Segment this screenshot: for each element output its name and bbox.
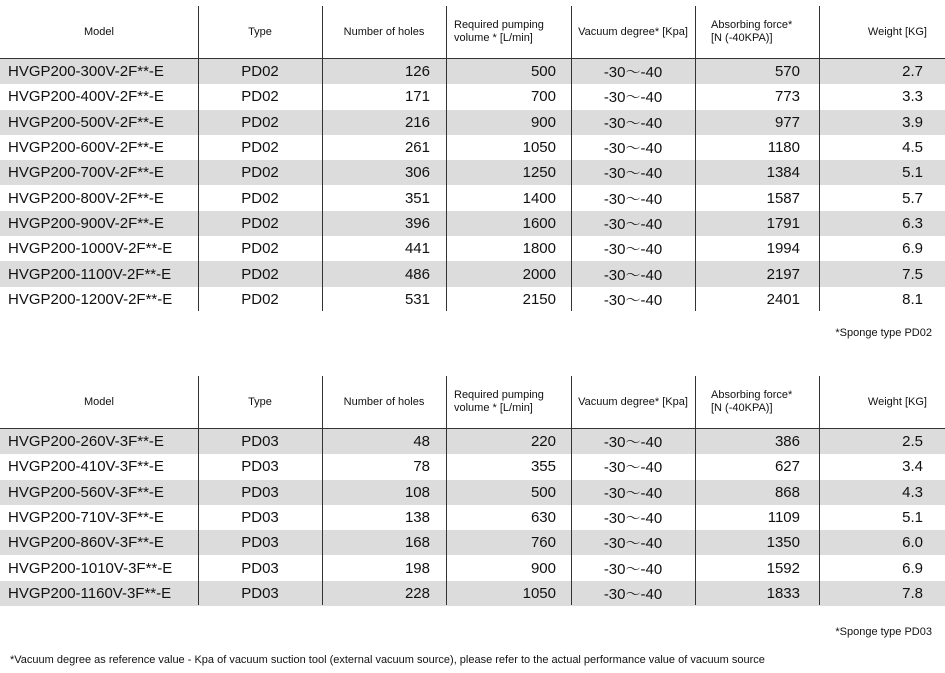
table-row xyxy=(0,135,945,160)
cell-type: PD02 xyxy=(241,88,279,106)
header-force-line2: [N (-40KPA)] xyxy=(711,402,773,414)
cell-type: PD03 xyxy=(241,509,279,527)
table-body xyxy=(0,429,945,606)
cell-holes: 198 xyxy=(404,559,430,577)
cell-pumping: 900 xyxy=(530,113,556,131)
header-pumping-line1: Required pumping xyxy=(454,19,544,31)
cell-weight: 3.4 xyxy=(902,458,923,476)
cell-holes: 171 xyxy=(404,88,430,106)
header-vacuum: Vacuum degree* [Kpa] xyxy=(578,25,688,38)
header-type: Type xyxy=(248,395,272,408)
table-row xyxy=(0,236,945,261)
cell-pumping: 500 xyxy=(530,483,556,501)
cell-pumping: 1600 xyxy=(522,214,556,232)
sponge-note-pd03: *Sponge type PD03 xyxy=(835,626,932,638)
cell-pumping: 1800 xyxy=(522,240,556,258)
cell-model: HVGP200-1160V-3F**-E xyxy=(8,584,172,602)
cell-force: 627 xyxy=(774,458,800,476)
cell-vacuum: -30～-40 xyxy=(603,215,663,233)
column-divider xyxy=(571,376,572,605)
cell-vacuum: -30～-40 xyxy=(603,64,663,82)
cell-holes: 228 xyxy=(404,584,430,602)
table-row xyxy=(0,185,945,210)
cell-vacuum: -30～-40 xyxy=(603,535,663,553)
column-divider xyxy=(198,6,199,311)
table-row xyxy=(0,261,945,286)
spec-table-pd02 xyxy=(0,6,945,312)
cell-pumping: 2150 xyxy=(522,290,556,308)
cell-type: PD03 xyxy=(241,559,279,577)
cell-force: 1994 xyxy=(766,240,800,258)
column-divider xyxy=(695,6,696,311)
cell-model: HVGP200-1100V-2F**-E xyxy=(8,265,172,283)
cell-weight: 3.9 xyxy=(902,113,923,131)
cell-weight: 6.9 xyxy=(902,240,923,258)
cell-vacuum: -30～-40 xyxy=(603,510,663,528)
header-pumping-line1: Required pumping xyxy=(454,389,544,401)
cell-force: 1109 xyxy=(767,509,800,527)
cell-pumping: 220 xyxy=(530,433,556,451)
cell-pumping: 1050 xyxy=(522,584,556,602)
cell-type: PD03 xyxy=(241,433,279,451)
column-divider xyxy=(819,6,820,311)
table-row xyxy=(0,530,945,555)
column-divider xyxy=(819,376,820,605)
cell-type: PD03 xyxy=(241,534,279,552)
cell-weight: 5.7 xyxy=(902,189,923,207)
header-weight-label: Weight [KG] xyxy=(867,395,927,408)
cell-vacuum: -30～-40 xyxy=(603,291,663,309)
header-force-line1: Absorbing force* xyxy=(711,19,793,31)
cell-holes: 216 xyxy=(404,113,430,131)
column-divider xyxy=(446,376,447,605)
cell-holes: 48 xyxy=(413,433,430,451)
cell-vacuum: -30～-40 xyxy=(603,165,663,183)
cell-type: PD02 xyxy=(241,164,279,182)
cell-force: 570 xyxy=(774,63,800,81)
cell-force: 1180 xyxy=(767,139,800,157)
cell-pumping: 900 xyxy=(530,559,556,577)
cell-force: 868 xyxy=(774,483,800,501)
cell-vacuum: -30～-40 xyxy=(603,585,663,603)
header-force-line1: Absorbing force* xyxy=(711,389,793,401)
cell-weight: 6.3 xyxy=(902,214,923,232)
header-model: Model xyxy=(84,25,114,38)
cell-vacuum: -30～-40 xyxy=(603,190,663,208)
cell-weight: 6.9 xyxy=(902,559,923,577)
cell-vacuum: -30～-40 xyxy=(603,241,663,259)
cell-model: HVGP200-1000V-2F**-E xyxy=(8,240,173,258)
cell-holes: 138 xyxy=(404,509,430,527)
header-model: Model xyxy=(84,395,114,408)
cell-vacuum: -30～-40 xyxy=(603,114,663,132)
cell-weight: 5.1 xyxy=(902,509,923,527)
cell-type: PD02 xyxy=(241,290,279,308)
cell-weight: 7.5 xyxy=(902,265,923,283)
cell-force: 1350 xyxy=(766,534,800,552)
cell-model: HVGP200-300V-2F**-E xyxy=(8,63,164,81)
cell-holes: 126 xyxy=(404,63,430,81)
cell-weight: 4.3 xyxy=(902,483,923,501)
cell-holes: 486 xyxy=(404,265,430,283)
cell-vacuum: -30～-40 xyxy=(603,434,663,452)
cell-force: 1587 xyxy=(766,189,800,207)
cell-force: 2197 xyxy=(766,265,800,283)
cell-force: 2401 xyxy=(766,290,800,308)
cell-pumping: 630 xyxy=(530,509,556,527)
table-row xyxy=(0,211,945,236)
cell-holes: 108 xyxy=(404,483,430,501)
cell-model: HVGP200-1200V-2F**-E xyxy=(8,290,173,308)
table-row xyxy=(0,110,945,135)
column-divider xyxy=(695,376,696,605)
column-divider xyxy=(322,6,323,311)
cell-weight: 5.1 xyxy=(902,164,923,182)
table-row xyxy=(0,287,945,312)
table-header xyxy=(0,376,945,429)
cell-pumping: 700 xyxy=(530,88,556,106)
cell-weight: 2.7 xyxy=(902,63,923,81)
cell-model: HVGP200-410V-3F**-E xyxy=(8,458,164,476)
cell-type: PD03 xyxy=(241,458,279,476)
cell-type: PD02 xyxy=(241,63,279,81)
cell-force: 1592 xyxy=(766,559,800,577)
header-pumping xyxy=(454,6,572,58)
cell-holes: 306 xyxy=(404,164,430,182)
cell-force: 1791 xyxy=(766,214,800,232)
column-divider xyxy=(322,376,323,605)
cell-model: HVGP200-700V-2F**-E xyxy=(8,164,164,182)
table-row xyxy=(0,84,945,109)
table-row xyxy=(0,505,945,530)
cell-weight: 8.1 xyxy=(902,290,923,308)
cell-holes: 531 xyxy=(404,290,430,308)
cell-weight: 4.5 xyxy=(902,139,923,157)
header-weight xyxy=(819,376,945,428)
cell-vacuum: -30～-40 xyxy=(603,459,663,477)
cell-holes: 168 xyxy=(404,534,430,552)
column-divider xyxy=(571,6,572,311)
cell-weight: 6.0 xyxy=(902,534,923,552)
cell-weight: 3.3 xyxy=(902,88,923,106)
cell-holes: 78 xyxy=(413,458,430,476)
table-row xyxy=(0,59,945,84)
cell-force: 386 xyxy=(774,433,800,451)
spec-table-pd03 xyxy=(0,376,945,606)
cell-vacuum: -30～-40 xyxy=(603,560,663,578)
sponge-note-pd02: *Sponge type PD02 xyxy=(835,327,932,339)
cell-force: 977 xyxy=(774,113,800,131)
cell-force: 773 xyxy=(774,88,800,106)
table-row xyxy=(0,480,945,505)
table-header xyxy=(0,6,945,59)
header-pumping xyxy=(454,376,572,428)
cell-type: PD02 xyxy=(241,189,279,207)
cell-type: PD02 xyxy=(241,113,279,131)
cell-model: HVGP200-400V-2F**-E xyxy=(8,88,164,106)
cell-type: PD03 xyxy=(241,584,279,602)
cell-pumping: 1400 xyxy=(522,189,556,207)
table-row xyxy=(0,581,945,606)
cell-type: PD03 xyxy=(241,483,279,501)
cell-holes: 396 xyxy=(404,214,430,232)
cell-vacuum: -30～-40 xyxy=(603,266,663,284)
column-divider xyxy=(198,376,199,605)
cell-model: HVGP200-500V-2F**-E xyxy=(8,113,164,131)
header-pumping-line2: volume * [L/min] xyxy=(454,402,533,414)
cell-model: HVGP200-800V-2F**-E xyxy=(8,189,164,207)
cell-force: 1384 xyxy=(766,164,800,182)
header-holes: Number of holes xyxy=(343,395,425,408)
header-weight-label: Weight [KG] xyxy=(867,25,927,38)
cell-pumping: 355 xyxy=(530,458,556,476)
cell-model: HVGP200-260V-3F**-E xyxy=(8,433,164,451)
cell-type: PD02 xyxy=(241,139,279,157)
table-row xyxy=(0,429,945,454)
cell-force: 1833 xyxy=(766,584,800,602)
cell-weight: 7.8 xyxy=(902,584,923,602)
cell-vacuum: -30～-40 xyxy=(603,484,663,502)
header-force xyxy=(711,376,819,428)
header-type: Type xyxy=(248,25,272,38)
header-holes: Number of holes xyxy=(343,25,425,38)
header-pumping-line2: volume * [L/min] xyxy=(454,32,533,44)
header-force-line2: [N (-40KPA)] xyxy=(711,32,773,44)
cell-model: HVGP200-900V-2F**-E xyxy=(8,214,164,232)
cell-model: HVGP200-560V-3F**-E xyxy=(8,483,164,501)
cell-model: HVGP200-1010V-3F**-E xyxy=(8,559,173,577)
header-weight xyxy=(819,6,945,58)
cell-type: PD02 xyxy=(241,240,279,258)
cell-vacuum: -30～-40 xyxy=(603,89,663,107)
cell-type: PD02 xyxy=(241,214,279,232)
cell-pumping: 1250 xyxy=(522,164,556,182)
column-divider xyxy=(446,6,447,311)
cell-pumping: 2000 xyxy=(522,265,556,283)
header-force xyxy=(711,6,819,58)
cell-pumping: 500 xyxy=(530,63,556,81)
cell-holes: 261 xyxy=(404,139,430,157)
cell-type: PD02 xyxy=(241,265,279,283)
table-row xyxy=(0,160,945,185)
cell-vacuum: -30～-40 xyxy=(603,140,663,158)
header-vacuum: Vacuum degree* [Kpa] xyxy=(578,395,688,408)
cell-pumping: 1050 xyxy=(522,139,556,157)
table-row xyxy=(0,555,945,580)
cell-model: HVGP200-860V-3F**-E xyxy=(8,534,164,552)
cell-pumping: 760 xyxy=(530,534,556,552)
vacuum-footnote: *Vacuum degree as reference value - Kpa of vacuum suction tool (external vacuum source), please refer to the actual performance value of vacuum source xyxy=(10,654,765,666)
cell-holes: 441 xyxy=(404,240,430,258)
cell-model: HVGP200-710V-3F**-E xyxy=(8,509,164,527)
table-body xyxy=(0,59,945,312)
cell-holes: 351 xyxy=(404,189,430,207)
cell-model: HVGP200-600V-2F**-E xyxy=(8,139,164,157)
table-row xyxy=(0,454,945,479)
cell-weight: 2.5 xyxy=(902,433,923,451)
